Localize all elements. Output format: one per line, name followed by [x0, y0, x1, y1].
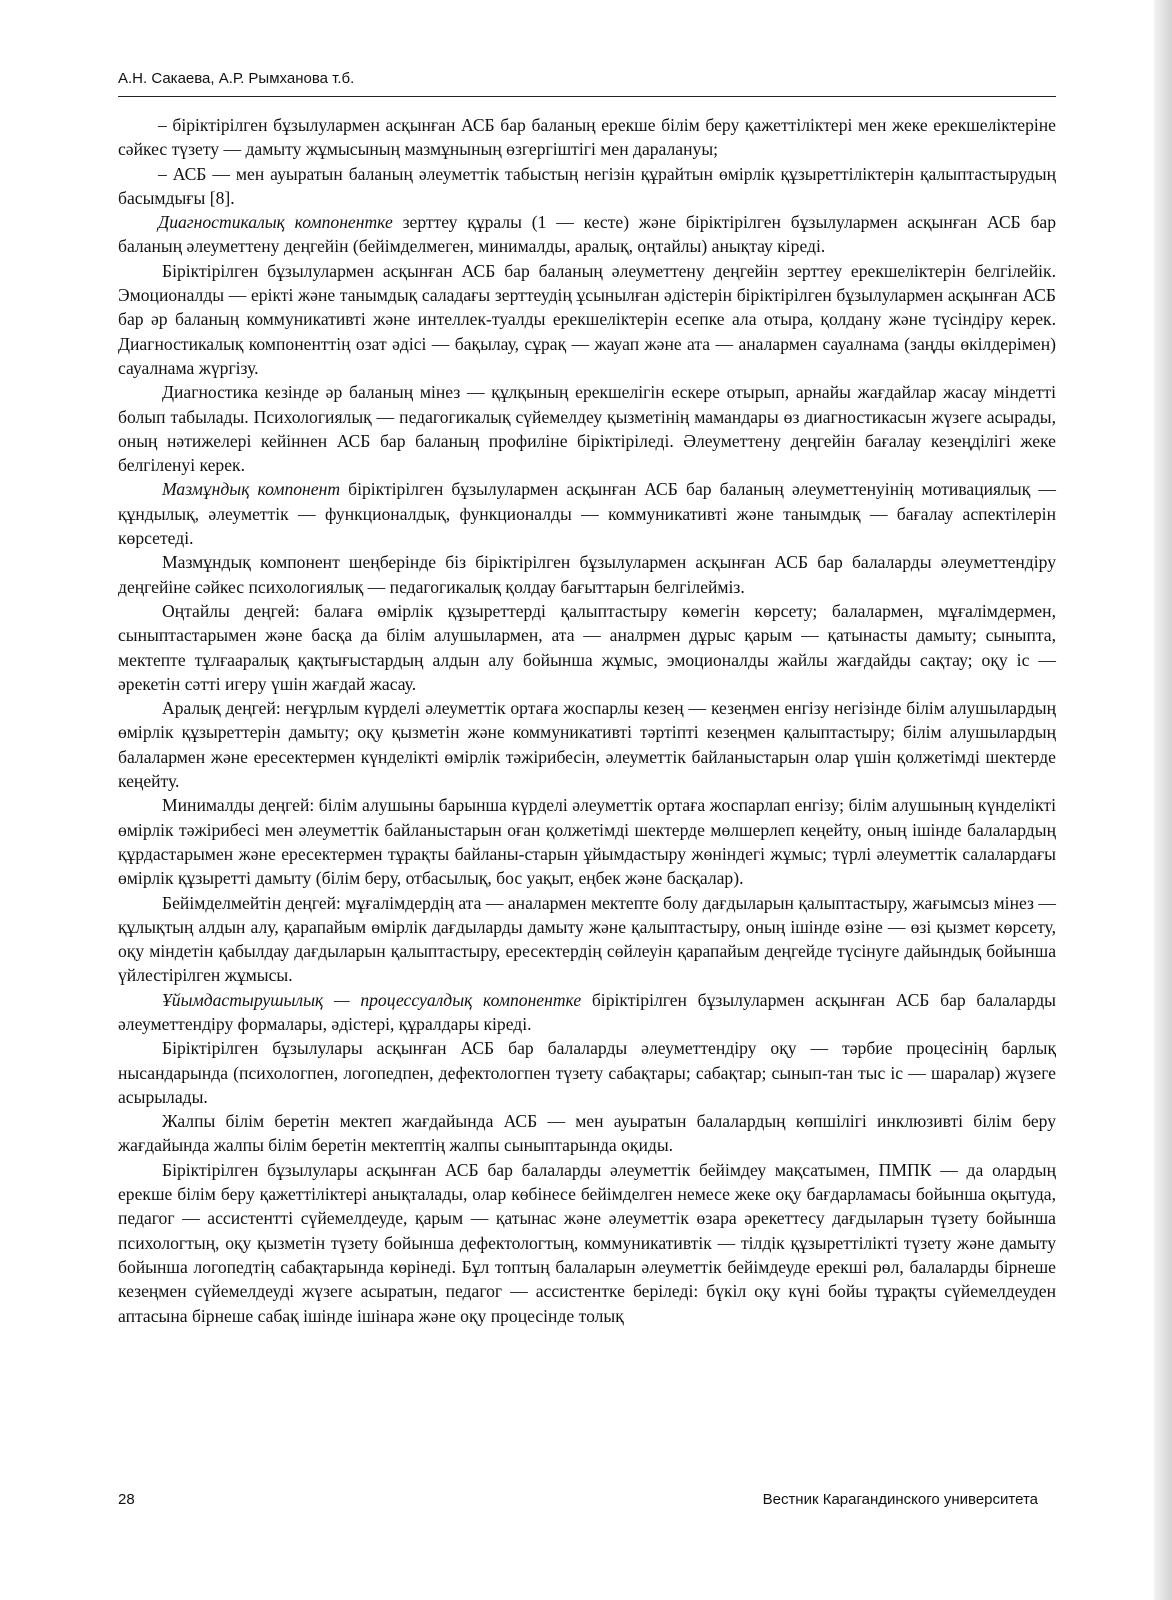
paragraph — [118, 162, 1056, 211]
paragraph — [118, 550, 1056, 599]
paragraph — [118, 793, 1056, 890]
paragraph — [118, 599, 1056, 696]
paragraph-text: Бейімделмейтін деңгей: мұғалімдердің ата — аналармен мектепте болу дағдыларын қалыптастыру, жағымсыз мінез — құлықтың алдын алу, қарапайым өмірлік дағдыларды дамыту және қалыптастыру, оның ішінде өзіне — өзі қызмет көрсету, оқу міндетін қабылдау дағдыларын қалыптастыру, ересектердің сөйлеуін қарапайым деңгейде түсінуге дайындық бойынша үйлестірілген жұмысы. — [118, 892, 1056, 986]
paragraph-lead: Ұйымдастырушылық — процессуалдық компонентке — [162, 989, 582, 1010]
paragraph — [118, 477, 1056, 550]
paragraph — [118, 1036, 1056, 1109]
paragraph — [118, 113, 1056, 162]
paragraph-text: Біріктірілген бұзылулары асқынған АСБ бар балаларды әлеуметтендіру оқу — тәрбие процесінің барлық нысандарында (психологпен, логопедпен, дефектологпен түзету сабақтары; сабақтар; сынып-тан тыс іс — шаралар) жүзеге асырылады. — [118, 1038, 1056, 1107]
paragraph — [118, 1158, 1056, 1328]
paragraph-lead: Диагностикалық компонентке — [158, 212, 393, 233]
paragraph-text: – біріктірілген бұзылулармен асқынған АСБ бар баланың ерекше білім беру қажеттіліктері мен жеке ерекшеліктеріне сәйкес түзету — дамыту жұмысының мазмұнының өзгергіштігі мен даралануы; — [118, 115, 1056, 160]
paragraph-text: Оңтайлы деңгей: балаға өмірлік құзыреттерді қалыптастыру көмегін көрсету; балалармен, мұғалімдермен, сыныптастарымен және басқа да білім алушылармен, ата — аналрмен дұрыс қарым — қатынасты дамыту; сыныпта, мектепте тұлғааралық қақтығыстардың алдын алу бойынша жұмыс, эмоционалды жайлы жағдайды сақтау; оқу іс — әрекетін сәтті игеру үшін жағдай жасау. — [118, 600, 1056, 694]
paragraph-text: біріктірілген бұзылулармен асқынған АСБ бар баланың әлеуметтенуінің мотивациялық — құндылық, әлеуметтік — функционалдық, функционалды — коммуникативті және танымдық — бағалау аспектілерін көрсетеді. — [118, 479, 1056, 549]
paragraph — [118, 380, 1056, 477]
paragraph — [118, 696, 1056, 793]
paragraph-text: біріктірілген бұзылулармен асқынған АСБ бар балаларды әлеуметтендіру формалары, әдістері, құралдары кіреді. — [118, 989, 1056, 1034]
paragraph — [118, 259, 1056, 380]
paragraph-text: Біріктірілген бұзылулармен асқынған АСБ бар баланың әлеуметтену деңгейін зерттеу ерекшеліктерін белгілейік. Эмоционалды — ерікті және танымдық саладағы зерттеудің ұсынылған әдістерін біріктірілген бұзылулармен асқынған АСБ бар әр баланың коммуникативті және интеллек-туалды ерекшеліктерін есепке ала отыра, қолдану және түсіндіру керек. Диагностикалық компоненттің озат әдісі — бақылау, сұрақ — жауап және ата — аналармен сауалнама (заңды өкілдерімен) сауалнама жүргізу. — [118, 260, 1056, 378]
paragraph — [118, 988, 1056, 1037]
header-divider — [118, 96, 1056, 97]
paragraph-lead: Мазмұндық компонент — [162, 479, 341, 500]
paragraph — [118, 210, 1056, 259]
journal-title: Вестник Карагандинского университета — [762, 1491, 1038, 1508]
running-header-authors: А.Н. Сакаева, А.Р. Рымханова т.б. — [118, 70, 355, 87]
article-body — [118, 113, 1056, 1328]
paragraph-text: Аралық деңгей: неғұрлым күрделі әлеуметтік ортаға жоспарлы кезең — кезеңмен енгізу негізінде білім алушылардың өмірлік құзыреттерін дамыту; оқу қызметін және коммуникативті тәртіпті кезеңмен қалыптастыру; білім алушылардың балалармен және ересектермен күнделікті өмірлік тәжірибесін, әлеуметтік байланыстарын олар үшін қолжетімді шектерде кеңейту. — [118, 698, 1056, 792]
page-number: 28 — [118, 1491, 135, 1508]
paragraph-text: Диагностика кезінде әр баланың мінез — құлқының ерекшелігін ескере отырып, арнайы жағдайлар жасау міндетті болып табылады. Психологиялық — педагогикалық сүйемелдеу қызметінің мамандары өз диагностикасын жүзеге асырады, оның нәтижелері кейіннен АСБ бар баланың профиліне біріктіріледі. Әлеуметтену деңгейін бағалау кезеңділігі жеке белгіленуі керек. — [118, 382, 1056, 476]
page-edge-shadow — [1154, 0, 1172, 1600]
paragraph-text: Біріктірілген бұзылулары асқынған АСБ бар балаларды әлеуметтік бейімдеу мақсатымен, ПМПК — да олардың ерекше білім беру қажеттіліктері анықталады, олар көбінесе бейімделген немесе жеке оқу бағдарламасы бойынша оқытуда, педагог — ассистентті сүйемелдеуде, қарым — қатынас және әлеуметтік өзара әрекеттесу дағдыларын түзету бойынша психологтың, оқу қызметін түзету бойынша дефектологтың, коммуникативтік — тілдік құзыреттілікті түзету және дамыту бойынша логопедтің сабақтарында көрінеді. Бұл топтың балаларын әлеуметтік бейімдеуде ерекші рөл, балаларды бірнеше кезеңмен сүйемелдеуді жүзеге асыратын, педагог — ассистентке беріледі: бүкіл оқу күні бойы тұрақты сүйемелдеуден аптасына бірнеше сабақ ішінде ішінара және оқу процесінде толық — [118, 1159, 1056, 1326]
paragraph-text: Жалпы білім беретін мектеп жағдайында АСБ — мен ауыратын балалардың көпшілігі инклюзивті білім беру жағдайында жалпы білім беретін мектептің жалпы сыныптарында оқиды. — [118, 1111, 1056, 1156]
paragraph-text: – АСБ — мен ауыратын баланың әлеуметтік табыстың негізін құрайтын өмірлік құзыреттіліктерін қалыптастырудың басымдығы [8]. — [118, 163, 1056, 208]
paragraph — [118, 891, 1056, 988]
paragraph-text: зерттеу құралы (1 — кесте) және біріктірілген бұзылулармен асқынған АСБ бар баланың әлеуметтену деңгейін (бейімделмеген, минималды, аралық, оңтайлы) анықтау кіреді. — [118, 212, 1057, 257]
paragraph — [118, 1109, 1056, 1158]
paragraph-text: Минималды деңгей: білім алушыны барынша күрделі әлеуметтік ортаға жоспарлап енгізу; білім алушының күнделікті өмірлік тәжірибесі мен әлеуметтік байланыстарын оған қолжетімді шектерде мөлшерлеп кеңейту, оның ішінде балалардың құрдастарымен және ересектермен тұрақты байланы-старын ұйымдастыру жөніндегі жұмыс; түрлі әлеуметтік салалардағы өмірлік құзыретті дамыту (білім беру, отбасылық, бос уақыт, еңбек және басқалар). — [118, 795, 1056, 889]
paragraph-text: Мазмұндық компонент шеңберінде біз біріктірілген бұзылулармен асқынған АСБ бар балаларды әлеуметтендіру деңгейіне сәйкес психологиялық — педагогикалық қолдау бағыттарын белгілейміз. — [118, 552, 1056, 597]
bleed-through-watermark — [100, 0, 400, 40]
